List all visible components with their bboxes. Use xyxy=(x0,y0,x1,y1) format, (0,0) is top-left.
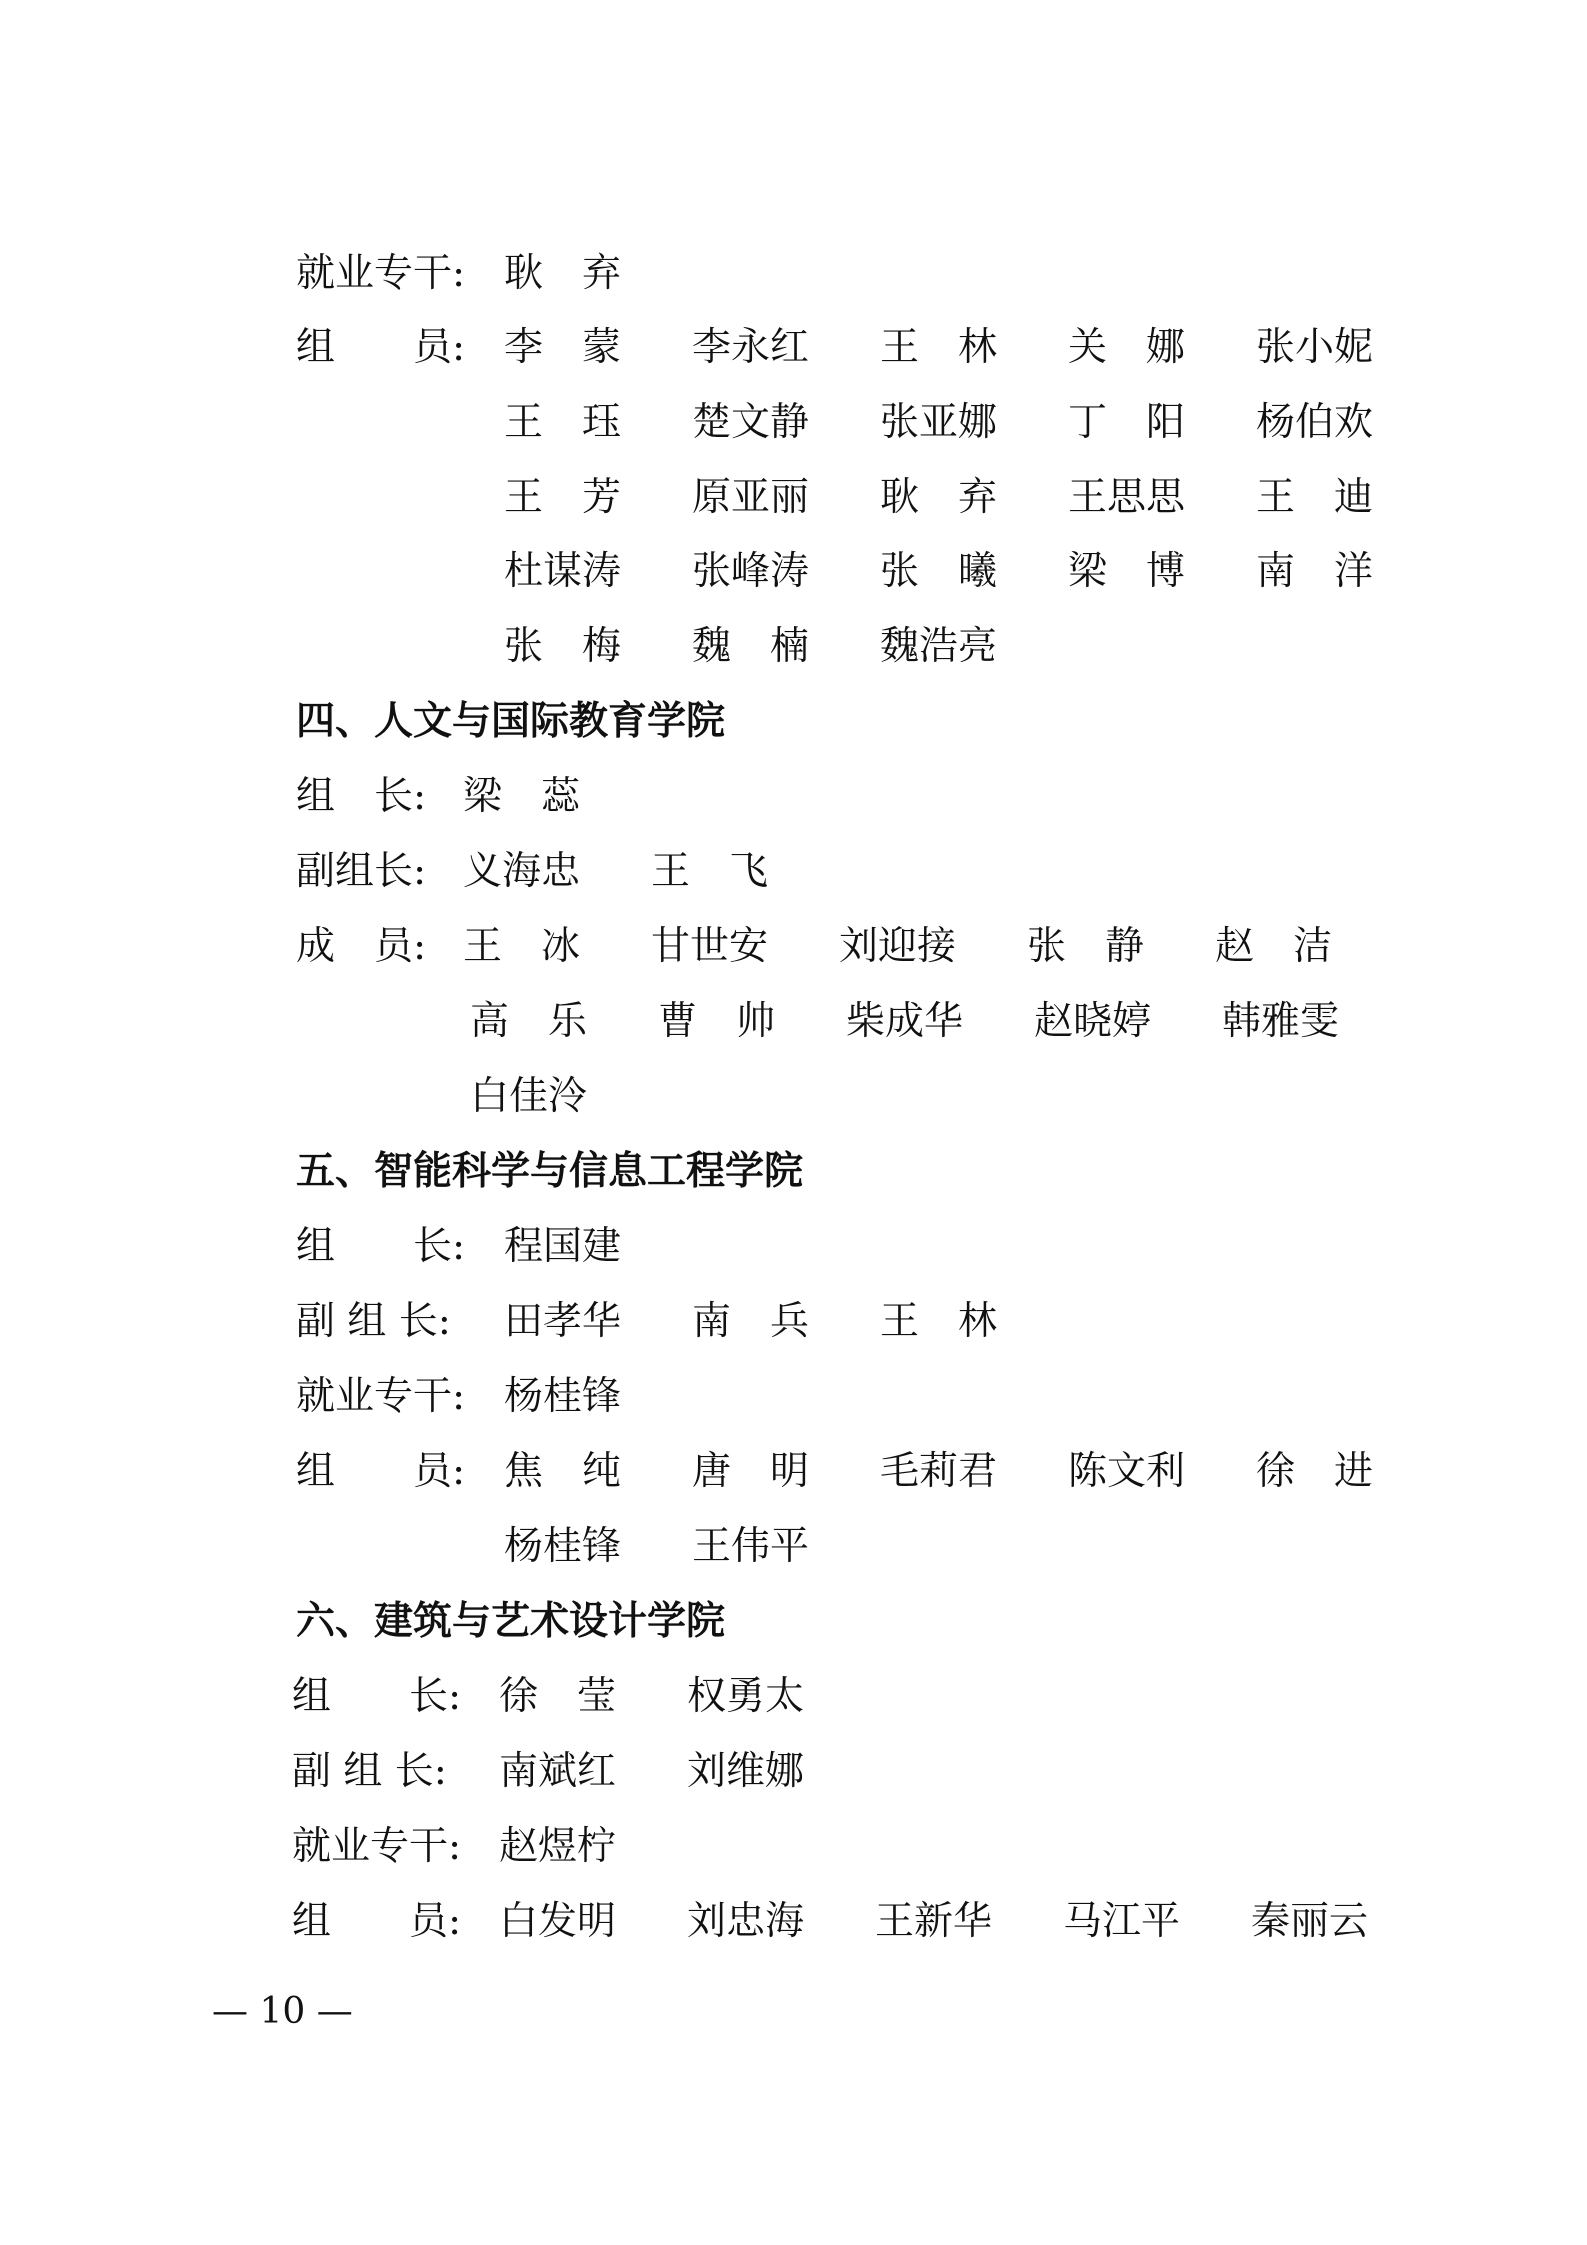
leader-name: 权勇太 xyxy=(687,1674,805,1719)
s5-leader-name: 程国建 xyxy=(504,1224,622,1269)
member-name: 陈文利 xyxy=(1068,1449,1186,1494)
member-name: 王 林 xyxy=(880,325,998,370)
member-name: 韩雅雯 xyxy=(1222,999,1340,1044)
member-name: 白发明 xyxy=(499,1899,617,1944)
deputy-name: 田孝华 xyxy=(504,1299,622,1344)
s6-deputy-label: 副 组 长: xyxy=(292,1749,447,1794)
member-name: 王思思 xyxy=(1068,475,1186,520)
deputy-name: 南斌红 xyxy=(499,1749,617,1794)
s5-leader-label: 组 长: xyxy=(296,1224,466,1269)
s6-employment-label: 就业专干: xyxy=(292,1824,462,1869)
member-name: 甘世安 xyxy=(651,924,769,969)
s5-members-label: 组 员: xyxy=(296,1449,466,1494)
member-name: 王伟平 xyxy=(692,1524,810,1569)
section-4-title-text: 四、人文与国际教育学院 xyxy=(296,699,726,744)
s4-leader-name: 梁 蕊 xyxy=(463,774,581,819)
s5-employment-label: 就业专干: xyxy=(296,1374,466,1419)
member-name: 关 娜 xyxy=(1068,325,1186,370)
leader-name: 徐 莹 xyxy=(499,1674,617,1719)
member-name: 梁 博 xyxy=(1068,549,1186,594)
member-name: 杜谋涛 xyxy=(504,549,622,594)
member-name: 赵晓婷 xyxy=(1034,999,1152,1044)
member-name: 唐 明 xyxy=(692,1449,810,1494)
s6-members-label: 组 员: xyxy=(292,1899,462,1944)
member-name: 南 洋 xyxy=(1256,549,1374,594)
member-name: 耿 弃 xyxy=(880,475,998,520)
member-name: 丁 阳 xyxy=(1068,400,1186,445)
member-name: 徐 进 xyxy=(1256,1449,1374,1494)
s4-deputy-label: 副组长: xyxy=(296,849,427,894)
s3-members-label: 组 员: xyxy=(296,325,466,370)
member-name: 赵 洁 xyxy=(1215,924,1333,969)
member-name: 秦丽云 xyxy=(1251,1899,1369,1944)
s4-leader-label: 组 长: xyxy=(296,774,427,819)
deputy-name: 王 林 xyxy=(880,1299,998,1344)
member-name: 楚文静 xyxy=(692,400,810,445)
member-name: 张小妮 xyxy=(1256,325,1374,370)
member-name: 白佳泠 xyxy=(470,1074,588,1119)
page-number: — 10 — xyxy=(212,1991,353,2032)
member-name: 张峰涛 xyxy=(692,549,810,594)
member-name: 魏浩亮 xyxy=(880,624,998,669)
member-name: 刘迎接 xyxy=(839,924,957,969)
deputy-name: 刘维娜 xyxy=(687,1749,805,1794)
member-name: 王 迪 xyxy=(1256,475,1374,520)
member-name: 王 珏 xyxy=(504,400,622,445)
member-name: 曹 帅 xyxy=(658,999,776,1044)
member-name: 张 静 xyxy=(1027,924,1145,969)
member-name: 杨伯欢 xyxy=(1256,400,1374,445)
member-name: 高 乐 xyxy=(470,999,588,1044)
s4-members-label: 成 员: xyxy=(296,924,427,969)
member-name: 刘忠海 xyxy=(687,1899,805,1944)
s5-employment-name: 杨桂锋 xyxy=(504,1374,622,1419)
member-name: 毛莉君 xyxy=(880,1449,998,1494)
member-name: 王新华 xyxy=(875,1899,993,1944)
deputy-name: 义海忠 xyxy=(463,849,581,894)
member-name: 马江平 xyxy=(1063,1899,1181,1944)
member-name: 原亚丽 xyxy=(692,475,810,520)
s6-leader-label: 组 长: xyxy=(292,1674,462,1719)
section-5-title-text: 五、智能科学与信息工程学院 xyxy=(296,1149,804,1194)
member-name: 柴成华 xyxy=(846,999,964,1044)
member-name: 王 芳 xyxy=(504,475,622,520)
member-name: 李 蒙 xyxy=(504,325,622,370)
member-name: 张 梅 xyxy=(504,624,622,669)
section-6-title-text: 六、建筑与艺术设计学院 xyxy=(296,1599,726,1644)
deputy-name: 南 兵 xyxy=(692,1299,810,1344)
s5-deputy-label: 副 组 长: xyxy=(296,1299,451,1344)
member-name: 张 曦 xyxy=(880,549,998,594)
member-name: 王 冰 xyxy=(463,924,581,969)
member-name: 焦 纯 xyxy=(504,1449,622,1494)
s3-employment-label: 就业专干: xyxy=(296,251,466,296)
member-name: 李永红 xyxy=(692,325,810,370)
s3-employment-name: 耿 弃 xyxy=(504,251,622,296)
member-name: 魏 楠 xyxy=(692,624,810,669)
member-name: 张亚娜 xyxy=(880,400,998,445)
s6-employment-name: 赵煜柠 xyxy=(499,1824,617,1869)
member-name: 杨桂锋 xyxy=(504,1524,622,1569)
deputy-name: 王 飞 xyxy=(651,849,769,894)
